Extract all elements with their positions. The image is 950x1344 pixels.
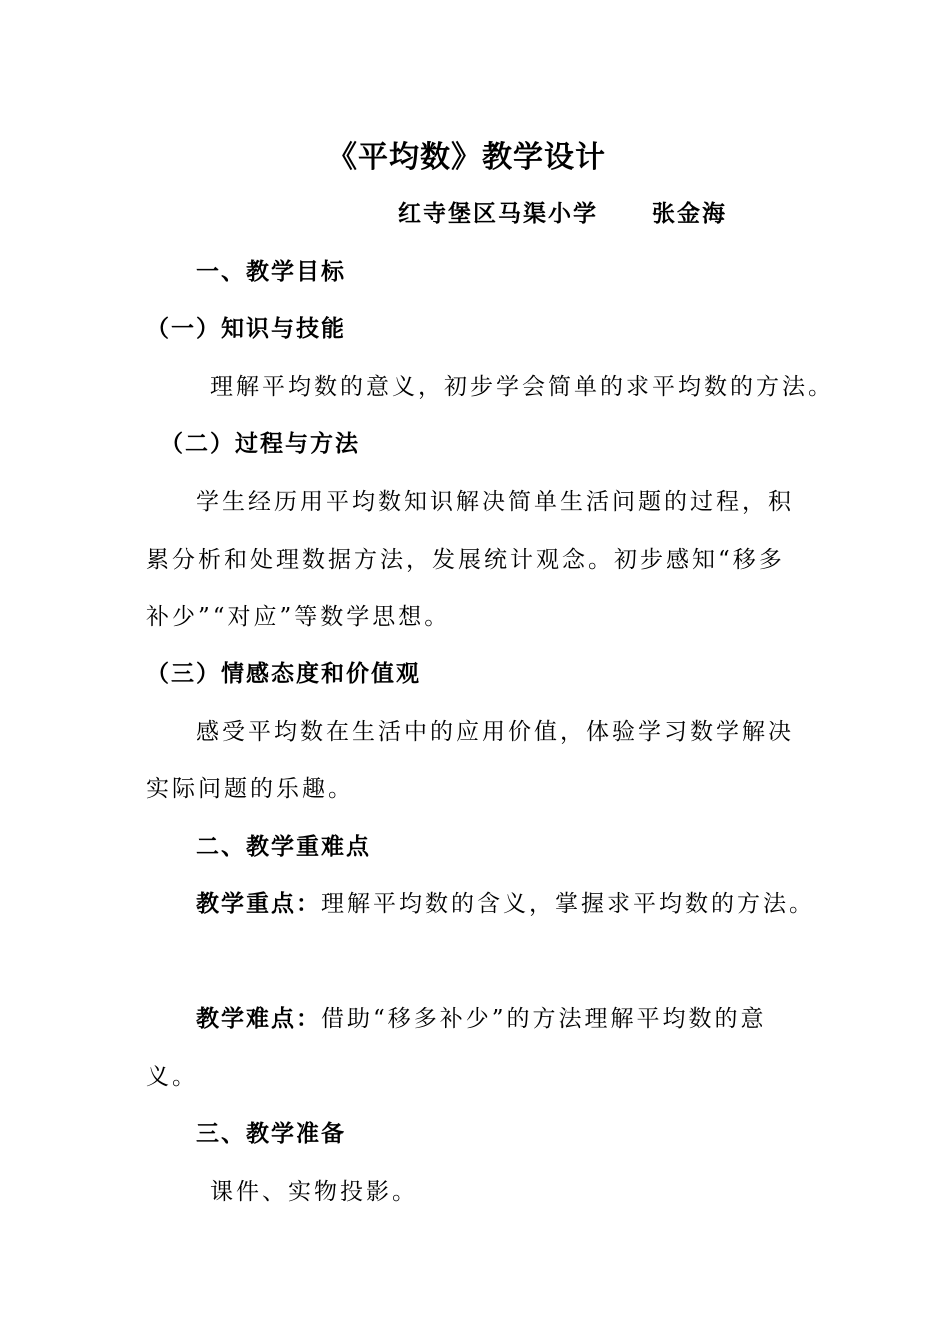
page-title: 《平均数》教学设计 <box>327 140 606 175</box>
author-school: 红寺堡区马渠小学 <box>398 201 598 227</box>
paragraph-emotion-line-1: 感受平均数在生活中的应用价值，体验学习数学解决 <box>196 719 794 745</box>
paragraph-preparation: 课件、实物投影。 <box>210 1179 418 1205</box>
section-heading-preparation: 三、教学准备 <box>196 1121 346 1147</box>
paragraph-process-line-2: 累分析和处理数据方法，发展统计观念。初步感知“移多 <box>146 547 785 573</box>
difficulty-text-line-2: 义。 <box>146 1064 198 1090</box>
paragraph-process-line-3: 补少”“对应”等数学思想。 <box>146 604 451 630</box>
key-point-row <box>196 889 815 919</box>
section-heading-key-points: 二、教学重难点 <box>196 834 371 860</box>
key-point-label: 教学重点： <box>196 891 321 917</box>
paragraph-emotion-line-2: 实际问题的乐趣。 <box>146 776 354 802</box>
key-point-text: 理解平均数的含义，掌握求平均数的方法。 <box>321 891 815 917</box>
subheading-process-methods: （二）过程与方法 <box>160 431 360 457</box>
author-name: 张金海 <box>652 201 727 227</box>
paragraph-knowledge-skills: 理解平均数的意义，初步学会简单的求平均数的方法。 <box>210 374 834 400</box>
difficulty-text-line-1: 借助“移多补少”的方法理解平均数的意 <box>321 1006 767 1032</box>
subheading-emotion-values: （三）情感态度和价值观 <box>146 661 421 687</box>
difficulty-row <box>196 1004 767 1034</box>
paragraph-process-line-1: 学生经历用平均数知识解决简单生活问题的过程，积 <box>196 489 794 515</box>
section-heading-objectives: 一、教学目标 <box>196 259 346 285</box>
subheading-knowledge-skills: （一）知识与技能 <box>146 316 346 342</box>
difficulty-label: 教学难点： <box>196 1006 321 1032</box>
